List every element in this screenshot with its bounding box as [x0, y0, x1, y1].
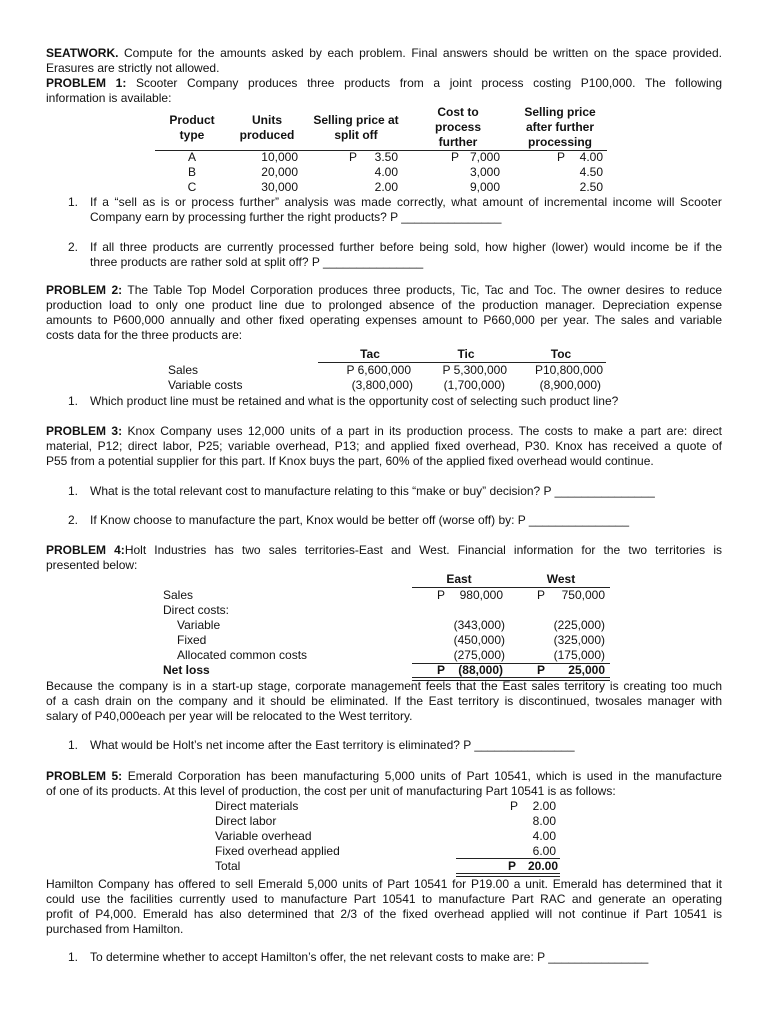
cell-currency: P	[510, 799, 519, 813]
problem-5-text: profit of P4,000. Emerald has also determined that 2/3 of the fixed overhead applied will not continue if Part 10541 is	[46, 907, 722, 921]
row-label: Total	[215, 859, 241, 873]
problem-1-text: information is available:	[46, 91, 172, 105]
cell-west: 25,000	[568, 663, 605, 677]
row-label: Net loss	[163, 663, 210, 677]
question-number: 2.	[68, 240, 79, 254]
cell-currency: P	[508, 859, 517, 873]
cell-currency: P	[537, 663, 546, 677]
problem-5-text: could use the facilities currently used to manufacture Part 10541 to manufacture Part RAC and generate an operating	[46, 892, 722, 906]
p1-header-split-price: Selling price at split off	[313, 113, 399, 142]
seatwork-title: SEATWORK.	[46, 46, 119, 60]
problem-4-text: of a cash drain on the company and it should be eliminated. If the East territory is discontinued, twosales manager with	[46, 694, 722, 708]
cell-split: 4.00	[374, 165, 398, 179]
instructions-line: Erasures are strictly not allowed.	[46, 61, 220, 75]
cell-value: 6.00	[532, 844, 556, 858]
cell-value: 8.00	[532, 814, 556, 828]
answer-blank[interactable]: Company earn by processing further the right products? P _______________	[90, 210, 502, 224]
cell-after: 4.00	[579, 150, 603, 164]
problem-3-intro	[46, 424, 722, 439]
cell-type: A	[187, 150, 197, 164]
cell-after: 2.50	[579, 180, 603, 194]
p1-header-product-type: Product type	[169, 113, 215, 142]
cell-type: B	[187, 165, 197, 179]
cell-west: 750,000	[561, 588, 605, 602]
cell-west: (225,000)	[553, 618, 605, 632]
row-label: Fixed overhead applied	[215, 844, 340, 858]
p4-header-east: East	[446, 572, 472, 586]
cell-east: (343,000)	[453, 618, 505, 632]
cell-tac: (3,800,000)	[351, 378, 413, 392]
question-text[interactable]: What would be Holt’s net income after the East territory is eliminated? P _______________	[90, 738, 575, 752]
problem-1-text: Scooter Company produces three products from a joint process costing P100,000. The following	[126, 76, 722, 90]
row-label: Direct materials	[215, 799, 299, 813]
cell-cost: 9,000	[469, 180, 500, 194]
problem-3-text: Knox Company uses 12,000 units of a part in its production process. The costs to make a part are: direct	[122, 424, 722, 438]
p2-header-tac: Tac	[360, 347, 380, 361]
problem-4-text: Holt Industries has two sales territories-East and West. Financial information for the two territories is	[124, 543, 722, 557]
problem-5-text: Hamilton Company has offered to sell Emerald 5,000 units of Part 10541 for P19.00 a unit. Emerald has determined that it	[46, 877, 722, 891]
problem-4-intro	[46, 543, 722, 558]
cell-east: (450,000)	[453, 633, 505, 647]
cell-tac: P 6,600,000	[346, 363, 411, 377]
cell-currency: P	[437, 663, 446, 677]
cell-east: (88,000)	[458, 663, 503, 677]
p1-header-units: Units produced	[239, 113, 295, 142]
row-label: Fixed	[177, 633, 207, 647]
question-text: If all three products are currently processed further before being sold, how higher (lower) would income be if the	[90, 240, 722, 254]
question-number: 1.	[68, 195, 79, 209]
p2-header-toc: Toc	[550, 347, 572, 361]
cell-west: (325,000)	[553, 633, 605, 647]
cell-type: C	[187, 180, 197, 194]
question-number: 1.	[68, 738, 79, 752]
cell-tic: P 5,300,000	[442, 363, 507, 377]
cell-currency: P	[437, 588, 446, 602]
row-label: Direct labor	[215, 814, 277, 828]
cell-cost: 3,000	[469, 165, 500, 179]
problem-3-title: PROBLEM 3:	[46, 424, 123, 438]
question-text: Which product line must be retained and what is the opportunity cost of selecting such product line?	[90, 394, 619, 408]
problem-2-text: production load to only one product line due to prolonged absence of the production manager. Depreciation expense	[46, 298, 722, 312]
problem-4-text: presented below:	[46, 558, 138, 572]
cell-currency: P	[537, 588, 546, 602]
problem-4-text: salary of P40,000each per year will be relocated to the West territory.	[46, 709, 413, 723]
row-label: Direct costs:	[163, 603, 230, 617]
p2-header-tic: Tic	[457, 347, 475, 361]
cell-currency: P	[349, 150, 358, 164]
instructions-text: Compute for the amounts asked by each problem. Final answers should be written on the space provided.	[118, 46, 722, 60]
problem-2-text: The Table Top Model Corporation produces three products, Tic, Tac and Toc. The owner desires to reduce	[122, 283, 722, 297]
row-label: Sales	[163, 588, 194, 602]
problem-2-text: costs data for the three products are:	[46, 328, 243, 342]
question-number: 1.	[68, 950, 79, 964]
cell-value: 20.00	[527, 859, 558, 873]
cell-west: (175,000)	[553, 648, 605, 662]
problem-3-text: P55 from a potential supplier for this part. If Knox buys the part, 60% of the applied fixed overhead would continue.	[46, 454, 654, 468]
cell-value: 4.00	[532, 829, 556, 843]
problem-5-intro	[46, 769, 722, 784]
cell-toc: P10,800,000	[534, 363, 603, 377]
question-text[interactable]: To determine whether to accept Hamilton’s offer, the net relevant costs to make are: P _______________	[90, 950, 649, 964]
problem-5-title: PROBLEM 5:	[46, 769, 123, 783]
cell-currency: P	[451, 150, 460, 164]
cell-currency: P	[557, 150, 566, 164]
row-label: Allocated common costs	[177, 648, 308, 662]
problem-3-text: material, P12; direct labor, P25; variable overhead, P13; and applied fixed overhead, P30. Knox has received a quote of	[46, 439, 722, 453]
answer-blank[interactable]: three products are rather sold at split off? P _______________	[90, 255, 424, 269]
question-number: 1.	[68, 394, 79, 408]
cell-after: 4.50	[579, 165, 603, 179]
question-text[interactable]: If Know choose to manufacture the part, Knox would be better off (worse off) by: P _______________	[90, 513, 630, 527]
problem-2-title: PROBLEM 2:	[46, 283, 123, 297]
problem-1-intro	[46, 76, 722, 91]
cell-split: 3.50	[374, 150, 398, 164]
question-text[interactable]: What is the total relevant cost to manufacture relating to this “make or buy” decision? P _______________	[90, 484, 655, 498]
problem-5-text: purchased from Hamilton.	[46, 922, 184, 936]
row-label: Variable	[177, 618, 221, 632]
cell-toc: (8,900,000)	[539, 378, 601, 392]
cell-tic: (1,700,000)	[443, 378, 505, 392]
question-text: If a “sell as is or process further” analysis was made correctly, what amount of incremental income will Scooter	[90, 195, 722, 209]
problem-5-text: of one of its products. At this level of production, the cost per unit of manufacturing Part 10541 is as follows:	[46, 784, 616, 798]
row-label: Variable overhead	[215, 829, 312, 843]
instructions-line	[46, 46, 722, 61]
problem-4-text: Because the company is in a start-up stage, corporate management feels that the East sales territory is creating too much	[46, 679, 722, 693]
cell-units: 30,000	[261, 180, 298, 194]
row-label: Variable costs	[168, 378, 243, 392]
cell-value: 2.00	[532, 799, 556, 813]
problem-4-title: PROBLEM 4:	[46, 543, 125, 557]
cell-split: 2.00	[374, 180, 398, 194]
problem-1-title: PROBLEM 1:	[46, 76, 127, 90]
cell-units: 20,000	[261, 165, 298, 179]
cell-cost: 7,000	[469, 150, 500, 164]
problem-5-text: Emerald Corporation has been manufacturing 5,000 units of Part 10541, which is used in the manufacture	[122, 769, 722, 783]
cell-units: 10,000	[261, 150, 298, 164]
problem-2-text: amounts to P600,000 annually and other fixed operating expenses amount to P660,000 per year. The sales and variable	[46, 313, 722, 327]
problem-2-intro	[46, 283, 722, 298]
p4-header-west: West	[546, 572, 576, 586]
p1-header-after-price: Selling price after further processing	[524, 105, 596, 149]
row-label: Sales	[168, 363, 199, 377]
cell-east: 980,000	[459, 588, 503, 602]
p1-header-cost: Cost to process further	[434, 105, 482, 149]
question-number: 1.	[68, 484, 79, 498]
cell-east: (275,000)	[453, 648, 505, 662]
question-number: 2.	[68, 513, 79, 527]
